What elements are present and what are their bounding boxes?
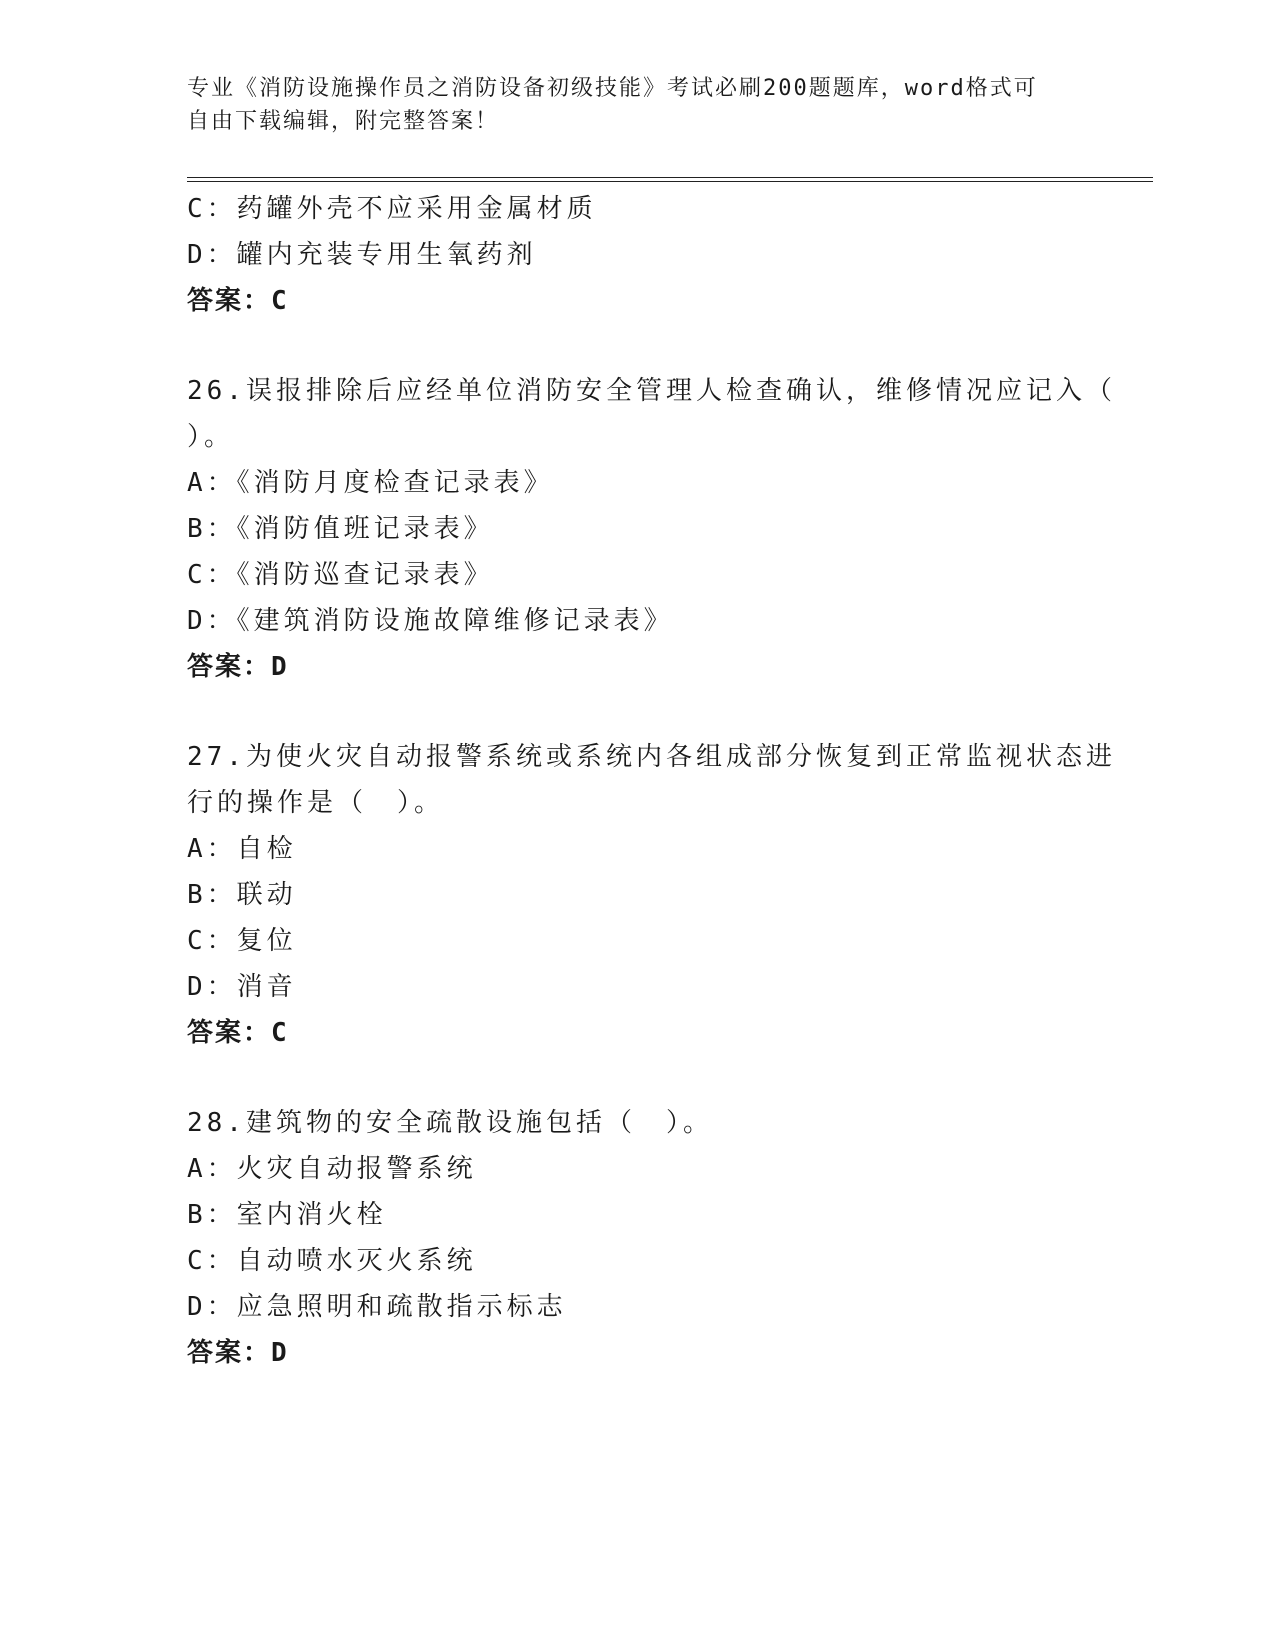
question-text-line-1: 28.建筑物的安全疏散设施包括（ ）。 [187,1108,713,1138]
option-a: A：《消防月度检查记录表》 [187,468,554,498]
option-d: D：消音 [187,972,297,1002]
question-26 [187,368,1116,690]
document-header [187,72,1087,138]
option-c: C：自动喷水灭火系统 [187,1246,477,1276]
option-c: C：复位 [187,926,297,956]
option-b: B：《消防值班记录表》 [187,514,494,544]
answer: 答案：C [187,286,289,316]
option-a: A：火灾自动报警系统 [187,1154,477,1184]
previous-question-tail [187,186,1087,324]
spacer [187,1056,1087,1100]
header-divider-bottom [187,181,1153,182]
option-c: C：药罐外壳不应采用金属材质 [187,194,597,224]
question-text-line-1: 27.为使火灾自动报警系统或系统内各组成部分恢复到正常监视状态进 [187,742,1116,772]
header-divider-top [187,177,1153,178]
question-text-line-2: ）。 [187,422,235,452]
question-text-line-2: 行的操作是（ ）。 [187,788,445,818]
spacer [187,324,1087,368]
option-a: A：自检 [187,834,297,864]
question-text-line-1: 26.误报排除后应经单位消防安全管理人检查确认，维修情况应记入（ [187,376,1116,406]
option-d: D：罐内充装专用生氧药剂 [187,240,537,270]
header-line-1: 专业《消防设施操作员之消防设备初级技能》考试必刷200题题库，word格式可 [187,76,1038,101]
option-b: B：联动 [187,880,297,910]
header-line-2: 自由下载编辑，附完整答案！ [187,109,500,134]
answer: 答案：C [187,1018,289,1048]
question-28 [187,1100,1087,1376]
option-d: D：应急照明和疏散指示标志 [187,1292,567,1322]
document-body [187,186,1116,1376]
answer: 答案：D [187,652,289,682]
option-d: D：《建筑消防设施故障维修记录表》 [187,606,674,636]
answer: 答案：D [187,1338,289,1368]
option-c: C：《消防巡查记录表》 [187,560,494,590]
option-b: B：室内消火栓 [187,1200,387,1230]
spacer [187,690,1087,734]
question-27 [187,734,1116,1056]
